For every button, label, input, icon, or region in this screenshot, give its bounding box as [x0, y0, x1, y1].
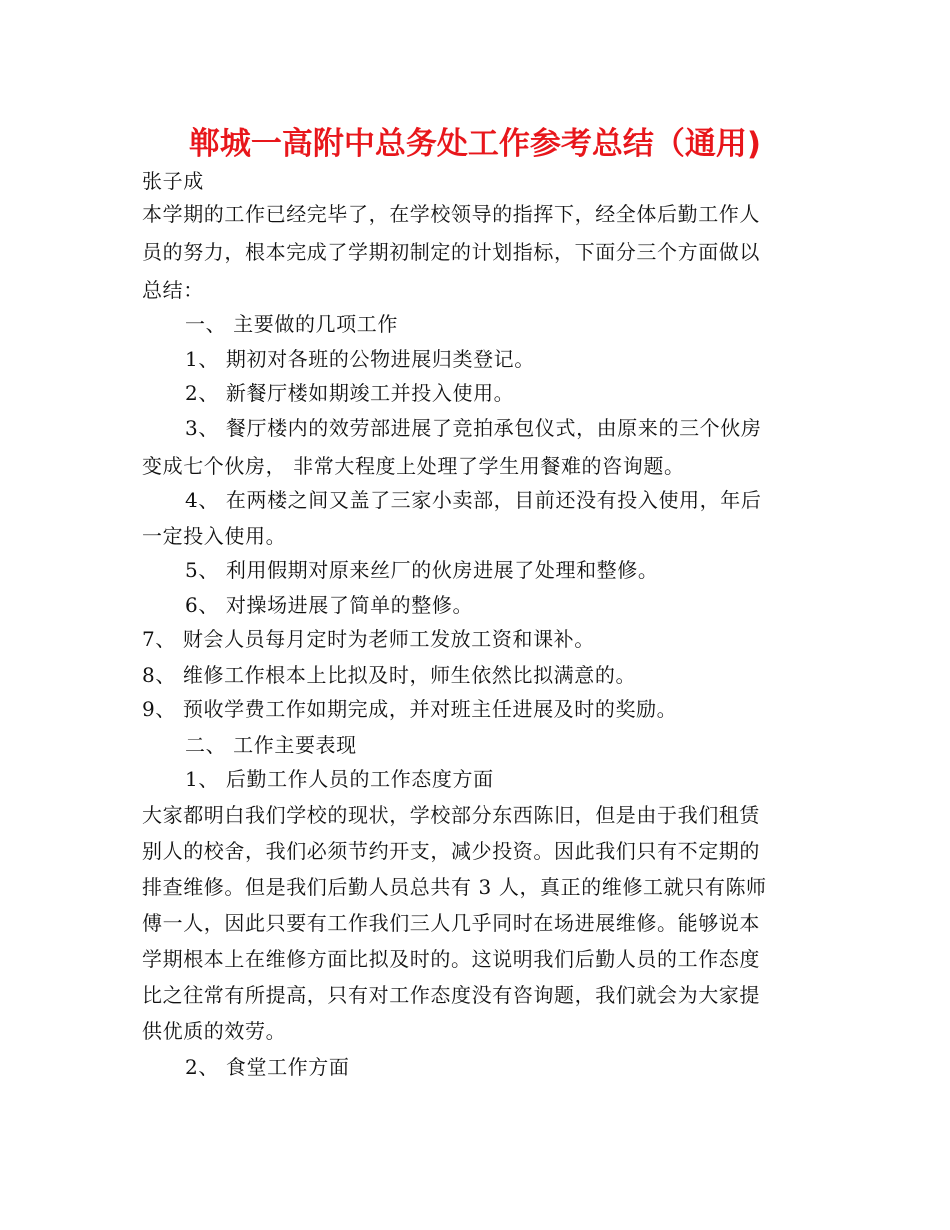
paragraph-line: 供优质的效劳。	[142, 1019, 287, 1043]
list-item: 1、 期初对各班的公物进展归类登记。	[185, 347, 535, 371]
paragraph-line: 大家都明白我们学校的现状，学校部分东西陈旧，但是由于我们租赁	[142, 803, 760, 827]
paragraph-line: 傅一人，因此只要有工作我们三人几乎同时在场进展维修。能够说本	[142, 911, 760, 935]
document-title: 郸城一高附中总务处工作参考总结（通用)	[188, 126, 762, 162]
list-item: 8、 维修工作根本上比拟及时，师生依然比拟满意的。	[142, 663, 637, 687]
list-item: 6、 对操场进展了简单的整修。	[185, 593, 474, 617]
paragraph-line: 比之往常有所提高，只有对工作态度没有咨询题，我们就会为大家提	[142, 983, 760, 1007]
list-item: 7、 财会人员每月定时为老师工发放工资和课补。	[142, 627, 595, 651]
paragraph-line: 本学期的工作已经完毕了，在学校领导的指挥下，经全体后勤工作人	[142, 202, 760, 226]
list-item-continuation: 变成七个伙房， 非常大程度上处理了学生用餐难的咨询题。	[142, 454, 685, 478]
list-item: 2、 新餐厅楼如期竣工并投入使用。	[185, 381, 515, 405]
paragraph-line: 排查维修。但是我们后勤人员总共有 3 人，真正的维修工就只有陈师	[142, 875, 767, 899]
subsection-heading: 1、 后勤工作人员的工作态度方面	[185, 767, 494, 791]
list-item: 4、 在两楼之间又盖了三家小卖部，目前还没有投入使用，年后	[185, 488, 762, 512]
paragraph-line: 别人的校舍，我们必须节约开支，减少投资。因此我们只有不定期的	[142, 839, 760, 863]
paragraph-line: 学期根本上在维修方面比拟及时的。这说明我们后勤人员的工作态度	[142, 947, 760, 971]
list-item: 9、 预收学费工作如期完成，并对班主任进展及时的奖励。	[142, 697, 678, 721]
section-heading: 一、 主要做的几项工作	[185, 312, 398, 336]
paragraph-line: 员的努力，根本完成了学期初制定的计划指标，下面分三个方面做以	[142, 240, 760, 264]
section-heading: 二、 工作主要表现	[185, 733, 357, 757]
list-item: 5、 利用假期对原来丝厂的伙房进展了处理和整修。	[185, 558, 659, 582]
list-item: 3、 餐厅楼内的效劳部进展了竞拍承包仪式，由原来的三个伙房	[185, 416, 762, 440]
list-item-continuation: 一定投入使用。	[142, 524, 287, 548]
author-name: 张子成	[142, 169, 204, 193]
paragraph-line: 总结：	[142, 278, 204, 302]
subsection-heading: 2、 食堂工作方面	[185, 1055, 350, 1079]
